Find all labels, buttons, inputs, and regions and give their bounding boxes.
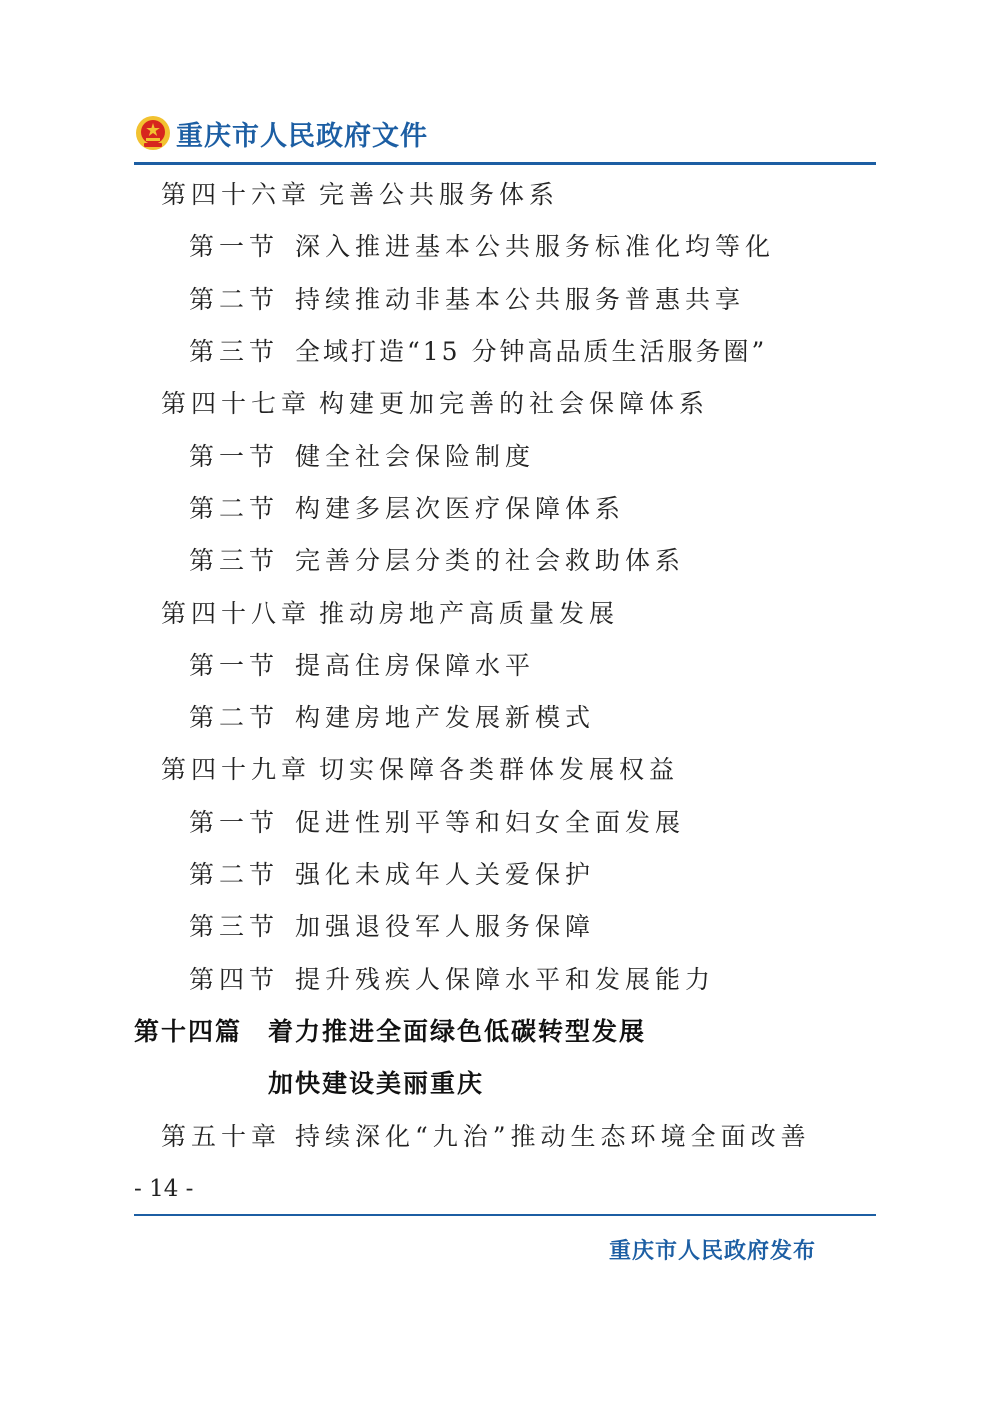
toc-chapter	[161, 384, 709, 420]
footer-publisher: 重庆市人民政府发布	[608, 1238, 816, 1264]
toc-number: 第四十九章	[161, 755, 312, 784]
toc-title: 深入推进基本公共服务标准化均等化	[295, 232, 776, 261]
toc-number: 第三节	[189, 337, 280, 366]
toc-section	[189, 907, 595, 943]
toc-title: 完善公共服务体系	[319, 180, 560, 209]
national-emblem-icon	[134, 114, 172, 152]
toc-number: 第五十章	[161, 1122, 282, 1151]
toc-number: 第二节	[189, 860, 280, 889]
toc-number: 第三节	[189, 546, 280, 575]
toc-section	[189, 698, 595, 734]
toc-section	[189, 541, 685, 577]
toc-number: 第四节	[189, 965, 280, 994]
toc-section	[189, 437, 535, 473]
header-title: 重庆市人民政府文件	[176, 120, 428, 152]
toc-chapter	[161, 1117, 811, 1153]
toc-number: 第四十七章	[161, 389, 312, 418]
toc-chapter	[161, 175, 559, 211]
toc-title: 构建房地产发展新模式	[295, 703, 596, 732]
toc-chapter	[161, 750, 679, 786]
toc-title: 促进性别平等和妇女全面发展	[295, 808, 686, 837]
toc-number: 第一节	[189, 442, 280, 471]
toc-number: 第十四篇	[134, 1017, 243, 1046]
toc-number: 第二节	[189, 703, 280, 732]
toc-section	[189, 646, 535, 682]
document-header	[134, 108, 428, 158]
toc-number: 第一节	[189, 232, 280, 261]
toc-title: 强化未成年人关爱保护	[295, 860, 596, 889]
toc-title: 构建更加完善的社会保障体系	[319, 389, 710, 418]
toc-chapter	[161, 594, 619, 630]
toc-number: 第四十八章	[161, 599, 312, 628]
toc-title: 加快建设美丽重庆	[268, 1069, 485, 1098]
toc-title: 推动房地产高质量发展	[319, 599, 620, 628]
toc-section	[189, 960, 715, 996]
toc-title: 构建多层次医疗保障体系	[295, 494, 626, 523]
toc-number: 第一节	[189, 651, 280, 680]
toc-section	[189, 280, 745, 316]
toc-title: 切实保障各类群体发展权益	[319, 755, 680, 784]
toc-title: 提升残疾人保障水平和发展能力	[295, 965, 716, 994]
toc-title: 持续推动非基本公共服务普惠共享	[295, 285, 746, 314]
footer-divider	[134, 1214, 876, 1216]
toc-title: 健全社会保险制度	[295, 442, 536, 471]
toc-title: 提高住房保障水平	[295, 651, 536, 680]
toc-section	[189, 803, 685, 839]
toc-title: 加强退役军人服务保障	[295, 912, 596, 941]
toc-title: 持续深化“九治”推动生态环境全面改善	[295, 1122, 811, 1151]
toc-title: 全域打造“15 分钟高品质生活服务圈”	[295, 337, 768, 366]
toc-number: 第二节	[189, 494, 280, 523]
toc-part-continuation	[268, 1064, 484, 1100]
toc-title: 完善分层分类的社会救助体系	[295, 546, 686, 575]
toc-number: 第一节	[189, 808, 280, 837]
toc-section	[189, 227, 775, 263]
toc-part	[134, 1012, 646, 1048]
header-divider	[134, 162, 876, 165]
page-number: - 14 -	[134, 1176, 194, 1202]
toc-section	[189, 489, 625, 525]
toc-section	[189, 332, 767, 368]
toc-number: 第三节	[189, 912, 280, 941]
toc-number: 第四十六章	[161, 180, 312, 209]
toc-title: 着力推进全面绿色低碳转型发展	[268, 1017, 647, 1046]
toc-section	[189, 855, 595, 891]
toc-number: 第二节	[189, 285, 280, 314]
